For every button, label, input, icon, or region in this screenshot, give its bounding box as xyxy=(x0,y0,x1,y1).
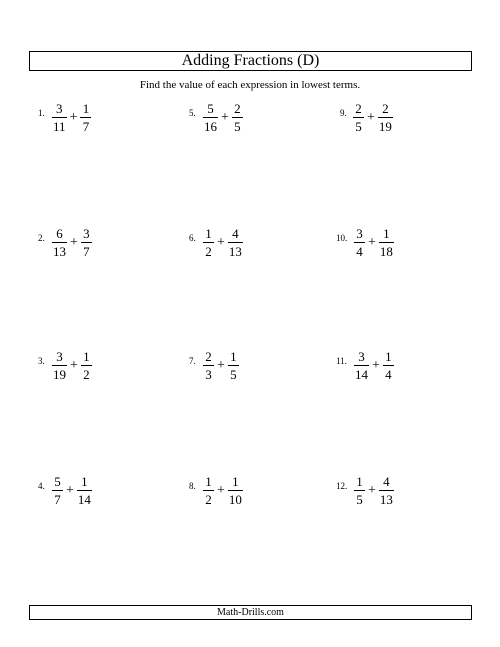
footer-site-name: Math-Drills.com xyxy=(29,605,472,620)
fraction-b xyxy=(228,474,243,507)
problem-number: 8. xyxy=(189,481,196,491)
problem-10 xyxy=(336,222,470,262)
plus-operator: + xyxy=(217,482,225,498)
fraction-b xyxy=(80,101,91,134)
problem-5 xyxy=(189,97,309,137)
denominator: 18 xyxy=(379,243,393,259)
denominator: 5 xyxy=(354,490,365,507)
problem-6 xyxy=(189,222,309,262)
denominator: 4 xyxy=(383,365,394,382)
denominator: 5 xyxy=(228,365,239,382)
numerator: 4 xyxy=(232,225,239,241)
expression xyxy=(353,97,393,137)
denominator: 5 xyxy=(353,117,364,134)
plus-operator: + xyxy=(372,357,380,373)
plus-operator: + xyxy=(217,357,225,373)
fraction-a xyxy=(203,349,214,382)
problem-9 xyxy=(340,97,470,137)
numerator: 1 xyxy=(356,473,363,489)
expression xyxy=(354,345,394,385)
worksheet-title: Adding Fractions (D) xyxy=(29,51,472,71)
expression xyxy=(354,222,394,262)
fraction-a xyxy=(203,226,214,259)
fraction-b xyxy=(379,226,394,259)
plus-operator: + xyxy=(367,109,375,125)
expression xyxy=(203,97,243,137)
numerator: 2 xyxy=(355,100,362,116)
problem-number: 4. xyxy=(38,481,45,491)
denominator: 11 xyxy=(53,118,66,134)
numerator: 1 xyxy=(230,348,237,364)
problem-number: 10. xyxy=(336,233,348,243)
denominator: 2 xyxy=(203,490,214,507)
problem-number: 9. xyxy=(340,108,347,118)
denominator: 7 xyxy=(80,117,91,134)
plus-operator: + xyxy=(66,482,74,498)
problem-number: 3. xyxy=(38,356,45,366)
fraction-b xyxy=(228,349,239,382)
problem-number: 7. xyxy=(189,356,196,366)
plus-operator: + xyxy=(70,234,78,250)
numerator: 4 xyxy=(383,473,390,489)
fraction-a xyxy=(354,349,369,382)
expression xyxy=(52,222,92,262)
problem-12 xyxy=(336,470,470,510)
numerator: 3 xyxy=(56,100,63,116)
problem-3 xyxy=(38,345,158,385)
problem-2 xyxy=(38,222,158,262)
plus-operator: + xyxy=(217,234,225,250)
denominator: 7 xyxy=(81,242,92,259)
problem-7 xyxy=(189,345,309,385)
problem-number: 2. xyxy=(38,233,45,243)
instructions: Find the value of each expression in lowest terms. xyxy=(139,79,361,91)
numerator: 1 xyxy=(83,348,90,364)
numerator: 3 xyxy=(358,348,365,364)
plus-operator: + xyxy=(221,109,229,125)
numerator: 1 xyxy=(385,348,392,364)
fraction-a xyxy=(353,101,364,134)
numerator: 2 xyxy=(205,348,212,364)
fraction-b xyxy=(77,474,92,507)
denominator: 4 xyxy=(354,242,365,259)
problem-8 xyxy=(189,470,309,510)
plus-operator: + xyxy=(70,357,78,373)
denominator: 10 xyxy=(228,491,242,507)
plus-operator: + xyxy=(368,234,376,250)
numerator: 3 xyxy=(356,225,363,241)
fraction-b xyxy=(379,474,394,507)
denominator: 19 xyxy=(53,366,66,382)
numerator: 5 xyxy=(207,100,214,116)
fraction-a xyxy=(354,474,365,507)
numerator: 3 xyxy=(83,225,90,241)
numerator: 1 xyxy=(81,473,88,489)
denominator: 14 xyxy=(355,366,368,382)
problem-11 xyxy=(336,345,470,385)
problem-number: 6. xyxy=(189,233,196,243)
fraction-a xyxy=(354,226,365,259)
numerator: 1 xyxy=(82,100,90,116)
denominator: 2 xyxy=(81,365,92,382)
numerator: 1 xyxy=(383,225,390,241)
denominator: 2 xyxy=(203,242,214,259)
numerator: 2 xyxy=(382,100,389,116)
fraction-a xyxy=(52,226,67,259)
problem-1 xyxy=(38,97,158,137)
fraction-b xyxy=(378,101,393,134)
fraction-b xyxy=(232,101,243,134)
expression xyxy=(52,470,92,510)
problem-number: 12. xyxy=(336,481,348,491)
denominator: 16 xyxy=(204,118,217,134)
numerator: 2 xyxy=(234,100,241,116)
fraction-b xyxy=(228,226,243,259)
fraction-b xyxy=(81,349,92,382)
problem-number: 1. xyxy=(38,108,45,118)
numerator: 6 xyxy=(56,225,63,241)
fraction-a xyxy=(203,474,214,507)
expression xyxy=(203,345,239,385)
denominator: 19 xyxy=(378,118,392,134)
denominator: 13 xyxy=(53,243,66,259)
fraction-a xyxy=(52,349,67,382)
fraction-b xyxy=(383,349,394,382)
expression xyxy=(354,470,394,510)
plus-operator: + xyxy=(368,482,376,498)
fraction-a xyxy=(52,101,67,134)
numerator: 5 xyxy=(54,473,61,489)
denominator: 14 xyxy=(77,491,91,507)
fraction-a xyxy=(52,474,63,507)
denominator: 13 xyxy=(379,491,393,507)
expression xyxy=(52,97,91,137)
denominator: 5 xyxy=(232,117,243,134)
fraction-a xyxy=(203,101,218,134)
numerator: 3 xyxy=(56,348,63,364)
expression xyxy=(52,345,92,385)
problem-number: 5. xyxy=(189,108,196,118)
denominator: 3 xyxy=(203,365,214,382)
expression xyxy=(203,470,243,510)
plus-operator: + xyxy=(69,109,78,125)
expression xyxy=(203,222,243,262)
problem-number: 11. xyxy=(336,356,347,366)
fraction-b xyxy=(81,226,92,259)
numerator: 1 xyxy=(205,473,212,489)
problem-4 xyxy=(38,470,158,510)
numerator: 1 xyxy=(205,225,212,241)
denominator: 13 xyxy=(228,243,242,259)
denominator: 7 xyxy=(52,490,63,507)
numerator: 1 xyxy=(232,473,239,489)
